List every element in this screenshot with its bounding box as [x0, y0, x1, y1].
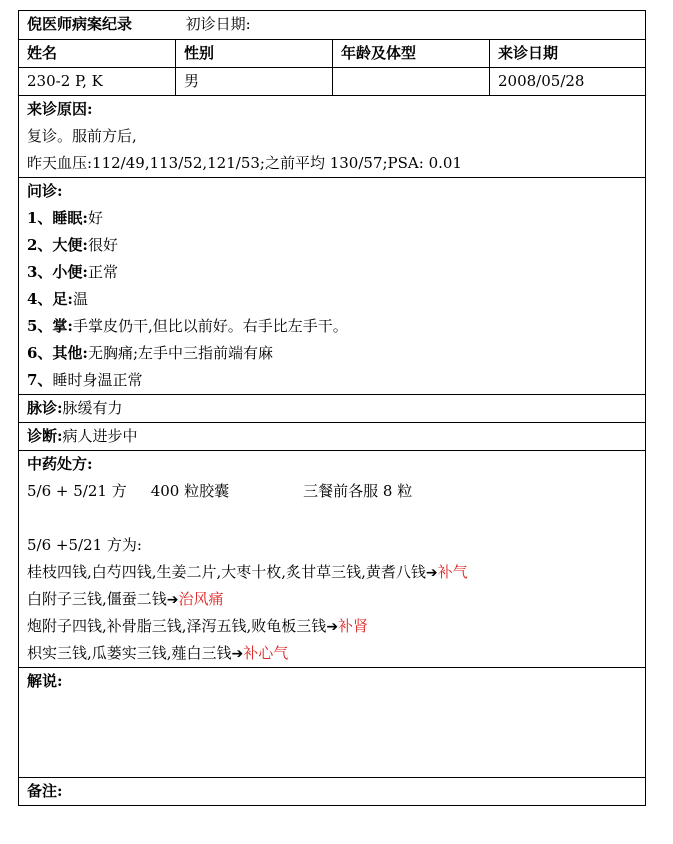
prescription-label: 中药处方:	[27, 455, 93, 473]
herb-effect: 治风痛	[178, 590, 224, 608]
reason-row	[19, 96, 646, 178]
info-header-row	[19, 40, 646, 68]
reason-line: 昨天血压:112/49,113/52,121/53;之前平均 130/57;PSA: 0.01	[27, 154, 462, 172]
explanation-row	[19, 668, 646, 778]
diagnosis-label: 诊断:	[27, 427, 63, 445]
age-build-label: 年龄及体型	[333, 40, 490, 68]
name-label: 姓名	[19, 40, 176, 68]
arrow-right-icon: ➔	[166, 592, 179, 608]
info-value-row	[19, 68, 646, 96]
herb-effect: 补肾	[338, 617, 369, 635]
inquiry-value: 好	[87, 209, 103, 227]
remarks-label: 备注:	[27, 782, 63, 800]
patient-gender: 男	[176, 68, 333, 96]
record-table	[18, 10, 646, 806]
inquiry-item	[27, 286, 645, 313]
record-title: 倪医师病案纪录	[27, 15, 133, 33]
inquiry-value: 正常	[87, 263, 118, 281]
inquiry-label: 问诊:	[27, 182, 63, 200]
inquiry-item	[27, 367, 645, 394]
patient-age-build	[333, 68, 490, 96]
prescription-formula: 5/6 + 5/21 方	[27, 482, 127, 500]
inquiry-key: 3、小便:	[27, 263, 88, 281]
inquiry-item	[27, 313, 645, 340]
prescription-quantity: 400 粒胶囊	[150, 482, 230, 500]
prescription-line	[27, 478, 645, 505]
inquiry-row	[19, 178, 646, 395]
inquiry-value: 温	[72, 290, 88, 308]
formula-title: 5/6 +5/21 方为:	[27, 536, 142, 554]
inquiry-value: 无胸痛;左手中三指前端有麻	[87, 344, 274, 362]
patient-name: 230-2 P, K	[19, 68, 176, 96]
inquiry-key: 4、足:	[27, 290, 73, 308]
reason-line: 复诊。服前方后,	[27, 127, 137, 145]
prescription-usage: 三餐前各服 8 粒	[303, 482, 413, 500]
arrow-right-icon: ➔	[425, 565, 438, 581]
inquiry-key: 6、其他:	[27, 344, 88, 362]
inquiry-item	[27, 205, 645, 232]
herb-list: 枳实三钱,瓜蒌实三钱,薤白三钱	[27, 644, 232, 662]
diagnosis-row	[19, 423, 646, 451]
inquiry-value: 很好	[87, 236, 118, 254]
inquiry-key: 5、掌:	[27, 317, 73, 335]
visit-date-label: 来诊日期	[490, 40, 646, 68]
pulse-row	[19, 395, 646, 423]
visit-date: 2008/05/28	[490, 68, 646, 96]
prescription-row	[19, 451, 646, 668]
title-row	[19, 11, 646, 40]
diagnosis-value: 病人进步中	[62, 427, 138, 445]
herb-line	[27, 559, 645, 586]
inquiry-value: 睡时身温正常	[52, 371, 143, 389]
herb-effect: 补气	[437, 563, 468, 581]
inquiry-key: 1、睡眠:	[27, 209, 88, 227]
inquiry-key: 7、	[27, 371, 53, 389]
inquiry-item	[27, 232, 645, 259]
remarks-row	[19, 778, 646, 806]
herb-line	[27, 613, 645, 640]
medical-record	[18, 10, 645, 806]
inquiry-value: 手掌皮仍干,但比以前好。右手比左手干。	[72, 317, 348, 335]
inquiry-key: 2、大便:	[27, 236, 88, 254]
gender-label: 性别	[176, 40, 333, 68]
herb-effect: 补心气	[243, 644, 289, 662]
explanation-label: 解说:	[27, 672, 63, 690]
reason-label: 来诊原因:	[27, 100, 93, 118]
herb-line	[27, 640, 645, 667]
herb-line	[27, 586, 645, 613]
herb-list: 桂枝四钱,白芍四钱,生姜二片,大枣十枚,炙甘草三钱,黄耆八钱	[27, 563, 426, 581]
inquiry-item	[27, 259, 645, 286]
first-visit-label: 初诊日期:	[185, 15, 251, 33]
herb-list: 白附子三钱,僵蚕二钱	[27, 590, 167, 608]
inquiry-item	[27, 340, 645, 367]
pulse-label: 脉诊:	[27, 399, 63, 417]
arrow-right-icon: ➔	[231, 646, 244, 662]
pulse-value: 脉缓有力	[62, 399, 123, 417]
arrow-right-icon: ➔	[326, 619, 339, 635]
herb-list: 炮附子四钱,补骨脂三钱,泽泻五钱,败龟板三钱	[27, 617, 327, 635]
